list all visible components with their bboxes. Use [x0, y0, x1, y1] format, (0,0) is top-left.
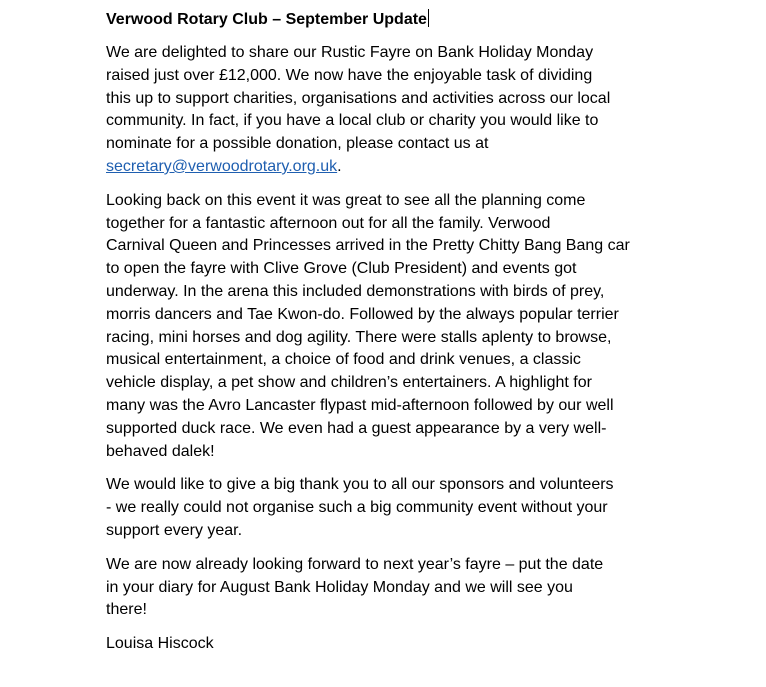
paragraph-line: raised just over £12,000. We now have the enjoyable task of dividing — [106, 66, 593, 84]
paragraph-line: racing, mini horses and dog agility. There were stalls aplenty to browse, — [106, 328, 612, 346]
paragraph-event-recap — [106, 190, 706, 464]
paragraph-line: there! — [106, 601, 147, 619]
paragraph-line: community. In fact, if you have a local club or charity you would like to — [106, 112, 599, 130]
title-text: Verwood Rotary Club – September Update — [106, 11, 427, 28]
paragraph-line: many was the Avro Lancaster flypast mid-afternoon followed by our well — [106, 396, 614, 414]
paragraph-line: musical entertainment, a choice of food and drink venues, a classic — [106, 351, 581, 369]
document-title — [106, 8, 706, 32]
paragraph-line: Looking back on this event it was great to see all the planning come — [106, 191, 586, 209]
paragraph-line: this up to support charities, organisations and activities across our local — [106, 89, 611, 107]
paragraph-line: - we really could not organise such a big community event without your — [106, 499, 608, 517]
text-cursor — [428, 9, 429, 27]
email-suffix: . — [337, 157, 342, 175]
paragraph-line: in your diary for August Bank Holiday Monday and we will see you — [106, 578, 573, 596]
paragraph-line: underway. In the arena this included demonstrations with birds of prey, — [106, 282, 605, 300]
paragraph-line: We are now already looking forward to next year’s fayre – put the date — [106, 555, 604, 573]
paragraph-line: We would like to give a big thank you to all our sponsors and volunteers — [106, 476, 614, 494]
paragraph-line: supported duck race. We even had a guest appearance by a very well- — [106, 419, 607, 437]
paragraph-intro — [106, 42, 706, 179]
document-body[interactable] — [106, 8, 706, 656]
paragraph-next-year — [106, 554, 706, 622]
email-line — [106, 156, 706, 179]
paragraph-line: morris dancers and Tae Kwon-do. Followed by the always popular terrier — [106, 305, 619, 323]
paragraph-line: nominate for a possible donation, please contact us at — [106, 135, 489, 153]
paragraph-line: We are delighted to share our Rustic Fayre on Bank Holiday Monday — [106, 44, 594, 61]
paragraph-line: support every year. — [106, 521, 243, 539]
email-link[interactable]: secretary@verwoodrotary.org.uk — [106, 157, 338, 175]
signature: Louisa Hiscock — [106, 635, 214, 653]
paragraph-line: together for a fantastic afternoon out for all the family. Verwood — [106, 214, 551, 232]
paragraph-line: Carnival Queen and Princesses arrived in the Pretty Chitty Bang Bang car — [106, 237, 630, 255]
paragraph-line: behaved dalek! — [106, 442, 215, 460]
paragraph-thanks — [106, 474, 706, 542]
paragraph-line: vehicle display, a pet show and children’s entertainers. A highlight for — [106, 374, 592, 392]
paragraph-line: to open the fayre with Clive Grove (Club President) and events got — [106, 260, 577, 278]
